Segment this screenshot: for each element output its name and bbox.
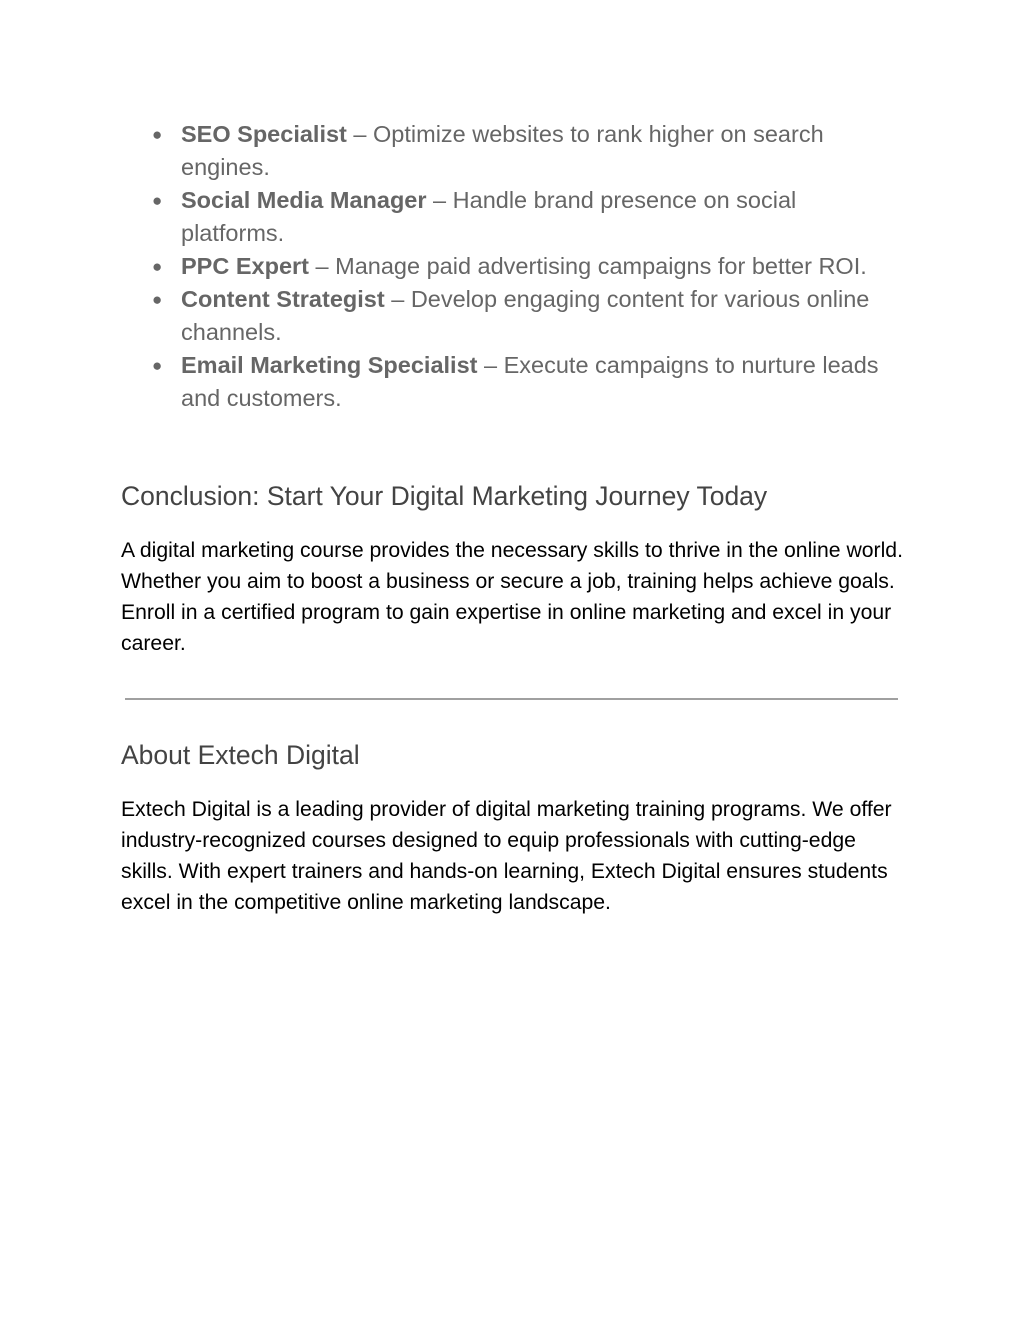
list-item	[152, 283, 892, 349]
job-roles-list	[152, 118, 892, 415]
role-description: – Optimize websites to rank higher on search engines.	[181, 121, 824, 180]
conclusion-paragraph: A digital marketing course provides the necessary skills to thrive in the online world. Whether you aim to boost a business or secure a job, training helps achieve goals. Enroll in a certified program to gain expertise in online marketing and excel in your career.	[121, 539, 903, 655]
role-title: SEO Specialist	[181, 121, 347, 147]
role-title: PPC Expert	[181, 253, 309, 279]
bullet-icon: ●	[152, 125, 163, 144]
about-paragraph: Extech Digital is a leading provider of digital marketing training programs. We offer industry-recognized courses designed to equip professionals with cutting-edge skills. With expert trainers and hands-on learning, Extech Digital ensures students excel in the competitive online marketing landscape.	[121, 798, 892, 914]
about-heading: About Extech Digital	[121, 740, 360, 770]
bullet-icon: ●	[152, 257, 163, 276]
bullet-icon: ●	[152, 191, 163, 210]
role-title: Content Strategist	[181, 286, 385, 312]
list-item	[152, 184, 892, 250]
role-title: Social Media Manager	[181, 187, 427, 213]
list-item	[152, 250, 892, 283]
role-description: – Handle brand presence on social platforms.	[181, 187, 797, 246]
role-description: – Develop engaging content for various online channels.	[181, 286, 870, 345]
list-item	[152, 349, 892, 415]
role-title: Email Marketing Specialist	[181, 352, 478, 378]
section-divider	[125, 698, 898, 700]
conclusion-heading: Conclusion: Start Your Digital Marketing Journey Today	[121, 481, 768, 511]
bullet-icon: ●	[152, 356, 163, 375]
bullet-icon: ●	[152, 290, 163, 309]
list-item	[152, 118, 892, 184]
role-description: – Manage paid advertising campaigns for better ROI.	[309, 253, 867, 279]
role-description: – Execute campaigns to nurture leads and customers.	[181, 352, 879, 411]
